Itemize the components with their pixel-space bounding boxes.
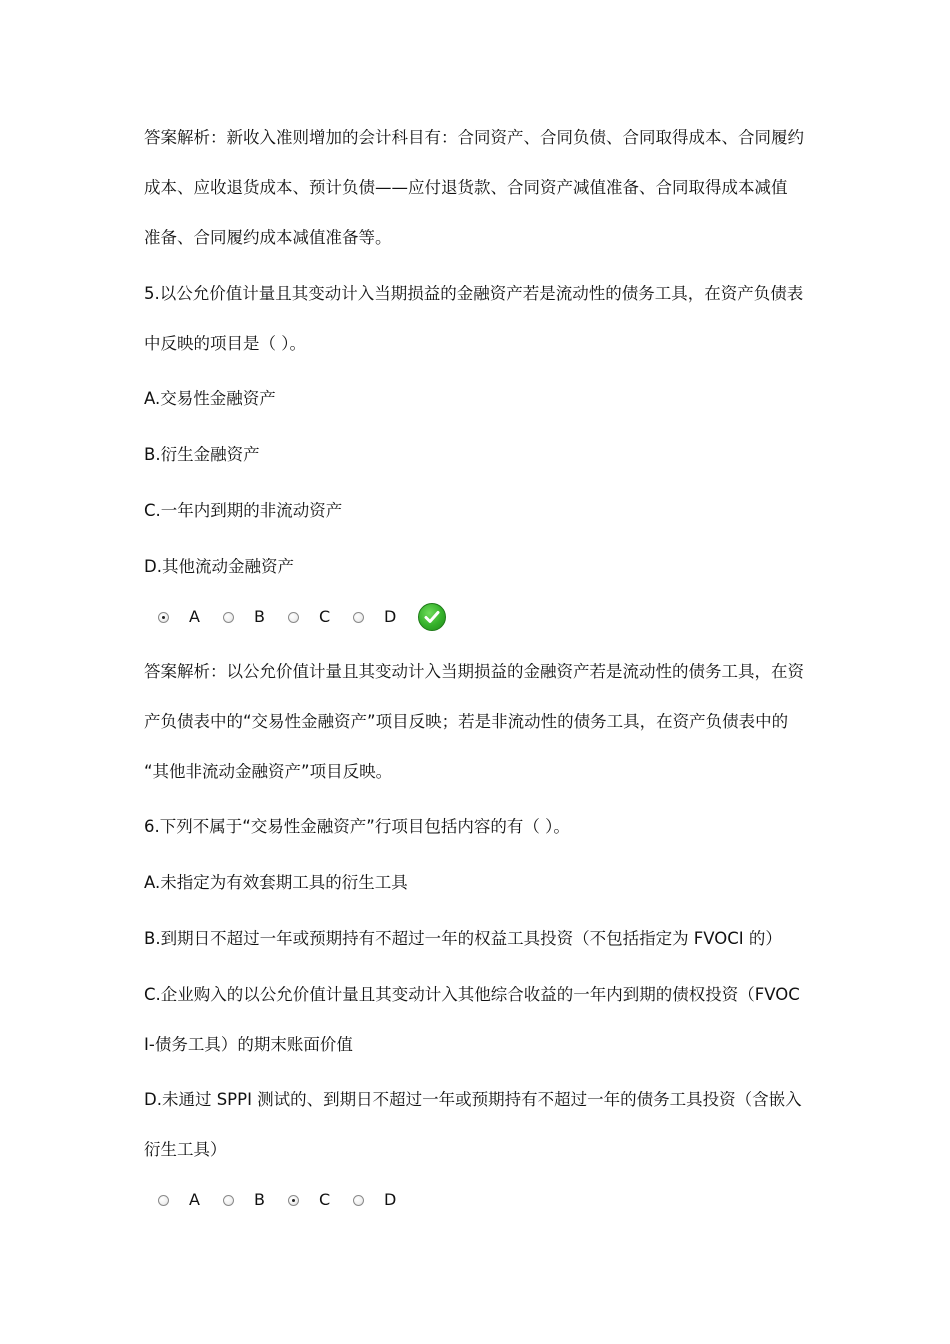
choice-label: B (254, 607, 265, 626)
choice-label: D (384, 607, 397, 626)
q6-option-c-line-2: I-债务工具）的期末账面价值 (144, 1035, 353, 1054)
q5-analysis-line-1: 答案解析：以公允价值计量且其变动计入当期损益的金融资产若是流动性的债务工具，在资 (144, 662, 804, 681)
q5-choice-a[interactable] (158, 607, 209, 627)
choice-label: A (189, 607, 200, 626)
q5-question-line-2: 中反映的项目是（ ）。 (144, 334, 306, 353)
q5-option-a: A.交易性金融资产 (144, 389, 276, 408)
q6-option-d-line-1: D.未通过 SPPI 测试的、到期日不超过一年或预期持有不超过一年的债务工具投资（含嵌入 (144, 1090, 802, 1109)
q5-analysis-line-3: “其他非流动金融资产”项目反映。 (144, 762, 393, 781)
radio-icon[interactable] (353, 1195, 364, 1206)
choice-label: B (254, 1190, 265, 1209)
q6-answer-choices (158, 1187, 418, 1213)
q6-question-line-1: 6.下列不属于“交易性金融资产”行项目包括内容的有（ ）。 (144, 817, 570, 836)
radio-icon[interactable] (158, 1195, 169, 1206)
q6-choice-b[interactable] (223, 1190, 274, 1210)
q5-analysis-line-2: 产负债表中的“交易性金融资产”项目反映；若是非流动性的债务工具，在资产负债表中的 (144, 712, 789, 731)
q6-choice-a[interactable] (158, 1190, 209, 1210)
radio-selected-icon[interactable] (158, 612, 169, 623)
radio-icon[interactable] (353, 612, 364, 623)
q5-choice-b[interactable] (223, 607, 274, 627)
q6-choice-c[interactable] (288, 1190, 339, 1210)
choice-label: D (384, 1190, 397, 1209)
q5-option-c: C.一年内到期的非流动资产 (144, 501, 343, 520)
q6-option-a: A.未指定为有效套期工具的衍生工具 (144, 873, 408, 892)
q5-choice-d[interactable] (353, 607, 404, 627)
radio-icon[interactable] (223, 1195, 234, 1206)
q6-option-d-line-2: 衍生工具） (144, 1140, 227, 1159)
q4-analysis-line-1: 答案解析：新收入准则增加的会计科目有：合同资产、合同负债、合同取得成本、合同履约 (144, 128, 804, 147)
q5-answer-choices (158, 604, 446, 630)
q5-option-d: D.其他流动金融资产 (144, 557, 294, 576)
q6-choice-d[interactable] (353, 1190, 404, 1210)
q5-question-line-1: 5.以公允价值计量且其变动计入当期损益的金融资产若是流动性的债务工具，在资产负债表 (144, 284, 804, 303)
radio-icon[interactable] (288, 612, 299, 623)
choice-label: A (189, 1190, 200, 1209)
q4-analysis-line-2: 成本、应收退货成本、预计负债——应付退货款、合同资产减值准备、合同取得成本减值 (144, 178, 788, 197)
choice-label: C (319, 1190, 331, 1209)
radio-selected-icon[interactable] (288, 1195, 299, 1206)
q5-choice-c[interactable] (288, 607, 339, 627)
radio-icon[interactable] (223, 612, 234, 623)
choice-label: C (319, 607, 331, 626)
q6-option-c-line-1: C.企业购入的以公允价值计量且其变动计入其他综合收益的一年内到期的债权投资（FVOC (144, 985, 800, 1004)
q6-option-b: B.到期日不超过一年或预期持有不超过一年的权益工具投资（不包括指定为 FVOCI 的） (144, 929, 782, 948)
q4-analysis-line-3: 准备、合同履约成本减值准备等。 (144, 228, 392, 247)
q5-option-b: B.衍生金融资产 (144, 445, 260, 464)
correct-check-icon (418, 603, 446, 631)
